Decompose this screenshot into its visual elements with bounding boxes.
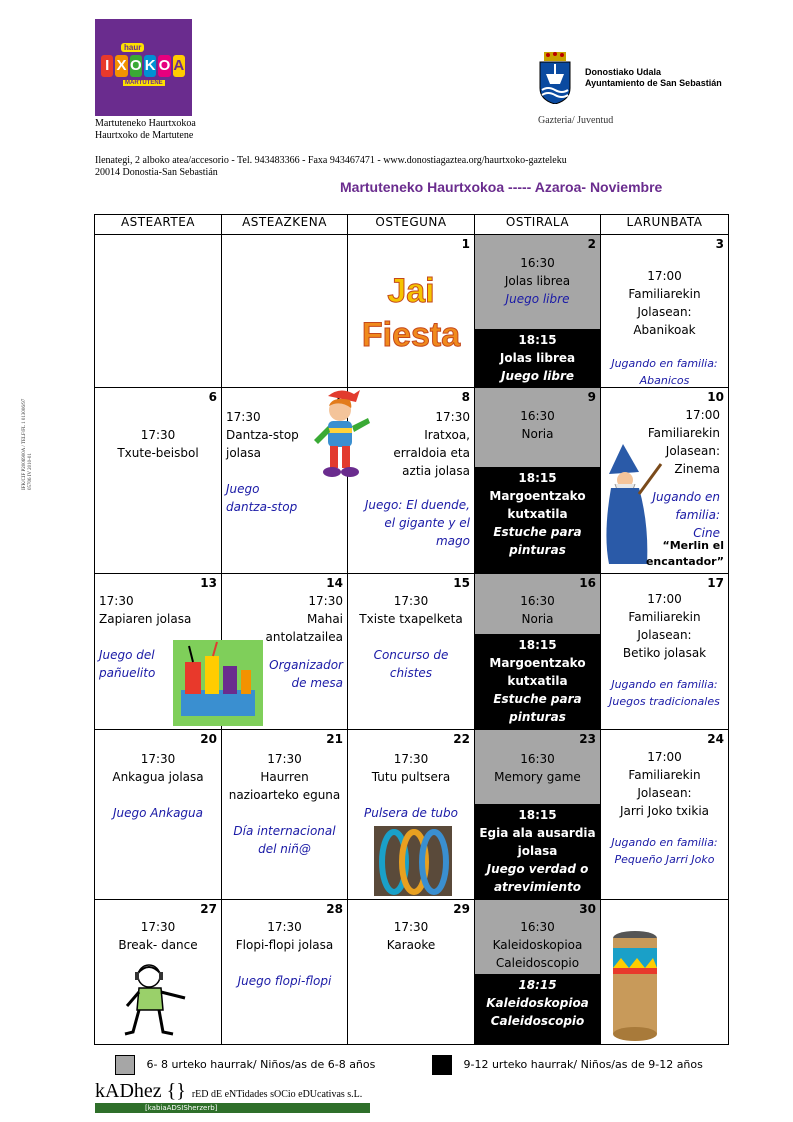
event-activity: nazioarteko eguna — [228, 788, 341, 802]
week-row — [95, 730, 729, 900]
day-cell — [601, 574, 729, 730]
jai-text: Jai — [387, 272, 435, 310]
weekday-header: ASTEARTEA — [95, 215, 222, 235]
day-cell — [601, 388, 729, 574]
event-activity: Caleidoscopio — [495, 956, 580, 970]
footer-bar: [kabiaADSISherzerb] — [95, 1103, 370, 1113]
week-row — [95, 388, 729, 574]
event-activity: Egia ala ausardia — [479, 826, 596, 840]
day-cell — [222, 388, 348, 574]
event-spanish: Juego: El duende, — [364, 498, 470, 512]
event-time: 16:30 — [520, 409, 555, 423]
event-spanish: pañuelito — [99, 666, 156, 680]
side-registry-code — [22, 399, 34, 490]
day-number: 2 — [587, 237, 596, 251]
event-time: 17:00 — [647, 592, 682, 606]
day-number: 28 — [326, 902, 343, 916]
day-number: 13 — [200, 576, 217, 590]
logo-letter: I — [101, 55, 113, 77]
org-line-2: Haurtxoko de Martutene — [95, 130, 194, 141]
event-time: 16:30 — [520, 256, 555, 270]
event-activity: Txiste txapelketa — [359, 612, 463, 626]
event-spanish: Estuche para — [493, 692, 582, 706]
logo-letter: X — [115, 55, 127, 77]
age-9-12-block — [475, 634, 600, 729]
event-activity: Familiarekin — [628, 287, 701, 301]
event-activity: Kaleidoskopioa — [492, 938, 583, 952]
event-spanish: dantza-stop — [226, 500, 298, 514]
kaleidoscope-photo-icon — [609, 930, 661, 1042]
event-spanish: Jugando en familia: — [611, 836, 718, 849]
event-spanish: Jugando en — [652, 490, 720, 504]
event-spanish: atrevimiento — [493, 880, 582, 894]
weekday-header: ASTEAZKENA — [222, 215, 348, 235]
event-spanish: Juego flopi-flopi — [237, 974, 332, 988]
event-time: 17:30 — [267, 752, 302, 766]
day-number: 6 — [208, 390, 217, 404]
address-line-1: Ilenategi, 2 alboko atea/accesorio - Tel. 943483366 - Faxa 943467471 - www.donostiagaztea.org/haurtxoko-gazteleku — [95, 155, 567, 166]
footer-tagline: rED dE eNTidades sOCio eDUcativas s.L. — [191, 1089, 363, 1100]
event-activity: Zapiaren jolasa — [99, 612, 192, 626]
event-activity: Tutu pultsera — [371, 770, 451, 784]
logo-sub: MARTUTENE — [125, 80, 163, 86]
event-spanish: Abanicos — [639, 374, 690, 387]
event-spanish: Día internacional — [233, 824, 336, 838]
day-number: 15 — [453, 576, 470, 590]
weekday-header: OSTIRALA — [475, 215, 601, 235]
event-time: 17:00 — [647, 269, 682, 283]
day-number: 21 — [326, 732, 343, 746]
event-activity: Margoentzako — [489, 489, 586, 503]
day-number: 30 — [579, 902, 596, 916]
event-time: 17:30 — [435, 410, 470, 424]
day-cell — [222, 900, 348, 1045]
event-spanish: Juegos tradicionales — [609, 695, 720, 708]
event-spanish: mago — [435, 534, 470, 548]
age-9-12-block — [475, 329, 600, 387]
event-spanish: Jugando en familia: — [611, 357, 718, 370]
event-activity: Jolas librea — [499, 351, 576, 365]
day-number: 27 — [200, 902, 217, 916]
weekday-header: OSTEGUNA — [348, 215, 475, 235]
event-activity: Caleidoscopio — [490, 1014, 585, 1028]
day-number: 16 — [579, 576, 596, 590]
day-number: 20 — [200, 732, 217, 746]
event-time: 17:30 — [140, 428, 176, 442]
event-time: 18:15 — [518, 471, 557, 485]
event-activity: Haurren — [260, 770, 309, 784]
day-cell-friday — [475, 730, 601, 900]
day-number: 14 — [326, 576, 343, 590]
event-activity: Flopi-flopi jolasa — [235, 938, 334, 952]
event-activity: Jolasean: — [637, 628, 692, 642]
logo-letter: O — [158, 55, 170, 77]
day-cell — [95, 730, 222, 900]
day-cell — [95, 388, 222, 574]
event-activity: Familiarekin — [628, 768, 701, 782]
event-activity: Betiko jolasak — [622, 646, 707, 660]
weekday-header-row — [95, 215, 729, 235]
page-title: Martuteneko Haurtxokoa ----- Azaroa- Noviembre — [340, 179, 663, 195]
event-time: 16:30 — [520, 752, 555, 766]
event-time: 18:15 — [518, 808, 557, 822]
film-title: encantador” — [645, 555, 724, 568]
haurtxokoa-logo — [95, 19, 192, 116]
event-time: 17:30 — [140, 920, 176, 934]
week-row — [95, 235, 729, 388]
day-cell — [222, 730, 348, 900]
legend-grey-swatch — [115, 1055, 135, 1075]
day-number: 8 — [461, 390, 470, 404]
age-6-8-block — [475, 900, 600, 974]
udala-line-2: Ayuntamiento de San Sebastián — [585, 78, 722, 88]
day-cell-friday — [475, 235, 601, 388]
legend-grey-label: 6- 8 urteko haurrak/ Niños/as de 6-8 años — [146, 1058, 376, 1071]
day-cell-friday — [475, 574, 601, 730]
event-activity: Kaleidoskopioa — [486, 996, 589, 1010]
side-code-2: 05706 IV 2010-01 — [28, 453, 33, 490]
event-time: 17:00 — [685, 408, 720, 422]
breakdancer-illustration-icon — [123, 962, 191, 1040]
event-spanish: Cine — [693, 526, 720, 540]
logo-letter: K — [144, 55, 156, 77]
day-cell — [222, 574, 348, 730]
event-activity: Familiarekin — [628, 610, 701, 624]
day-cell — [95, 900, 222, 1045]
event-time: 17:30 — [99, 594, 134, 608]
event-activity: erraldoia eta — [393, 446, 470, 460]
udala-shield-icon — [538, 52, 572, 104]
footer-brand-name: kADhez {} — [95, 1080, 186, 1102]
event-spanish: pinturas — [509, 710, 566, 724]
logo-word — [100, 55, 186, 77]
event-spanish: Juego del — [99, 648, 155, 662]
event-spanish: Organizador — [269, 658, 343, 672]
event-time: 18:15 — [518, 333, 557, 347]
film-title: “Merlin el — [662, 539, 724, 552]
event-spanish: chistes — [389, 666, 433, 680]
event-activity: Abanikoak — [633, 323, 696, 337]
legend-black — [432, 1055, 703, 1075]
age-6-8-block — [475, 235, 600, 329]
day-number: 17 — [707, 576, 724, 590]
week-row — [95, 574, 729, 730]
day-number: 1 — [461, 237, 470, 251]
event-spanish: Concurso de — [373, 648, 449, 662]
event-spanish: pinturas — [509, 543, 566, 557]
event-spanish: Estuche para — [493, 525, 582, 539]
day-cell — [348, 730, 475, 900]
event-activity: kutxatila — [507, 674, 568, 688]
event-activity: Mahai — [307, 612, 343, 626]
day-number: 3 — [715, 237, 724, 251]
event-activity: Dantza-stop — [226, 428, 299, 442]
address — [95, 155, 567, 179]
event-time: 17:30 — [393, 920, 429, 934]
event-time: 17:30 — [226, 410, 261, 424]
udala-line-1: Donostiako Udala — [585, 67, 662, 77]
udala-name — [585, 67, 722, 89]
calendar-table — [94, 214, 729, 1045]
event-activity: antolatzailea — [265, 630, 343, 644]
day-number: 24 — [707, 732, 724, 746]
event-spanish: Juego — [226, 482, 260, 496]
event-activity: Break- dance — [118, 938, 198, 952]
age-9-12-block — [475, 467, 600, 573]
legend-grey — [115, 1055, 375, 1075]
event-time: 17:30 — [308, 594, 343, 608]
footer-brand — [95, 1080, 370, 1113]
event-activity: Familiarekin — [647, 426, 720, 440]
age-9-12-block — [475, 804, 600, 899]
event-activity: Memory game — [494, 770, 581, 784]
event-time: 17:30 — [140, 752, 176, 766]
logo-letter: O — [130, 55, 142, 77]
event-activity: Ankagua jolasa — [112, 770, 204, 784]
bracelet-photo-icon — [374, 826, 452, 896]
legend-black-label: 9-12 urteko haurrak/ Niños/as de 9-12 años — [463, 1058, 703, 1071]
event-time: 17:30 — [393, 594, 429, 608]
day-cell-friday — [475, 900, 601, 1045]
event-activity: Zinema — [674, 462, 720, 476]
age-6-8-block — [475, 388, 600, 467]
event-spanish: Jugando en familia: — [611, 678, 718, 691]
event-time: 18:15 — [518, 978, 557, 992]
day-cell — [95, 574, 222, 730]
day-number: 29 — [453, 902, 470, 916]
event-spanish: Juego libre — [505, 292, 570, 306]
event-activity: jolasa — [226, 446, 261, 460]
day-number: 9 — [587, 390, 596, 404]
address-line-2: 20014 Donostia-San Sebastián — [95, 167, 218, 178]
event-activity: kutxatila — [507, 507, 568, 521]
event-spanish: de mesa — [291, 676, 343, 690]
org-name — [95, 118, 196, 142]
age-6-8-block — [475, 730, 600, 804]
event-time: 18:15 — [518, 638, 557, 652]
event-activity: Margoentzako — [489, 656, 586, 670]
day-cell-empty — [95, 235, 222, 388]
day-cell — [348, 388, 475, 574]
logo-tag: haur — [121, 43, 144, 52]
day-cell — [601, 900, 729, 1045]
day-cell — [601, 730, 729, 900]
event-spanish: Juego libre — [500, 369, 575, 383]
event-activity: Jarri Joko txikia — [619, 804, 710, 818]
department-label: Gazteria/ Juventud — [538, 115, 614, 126]
day-cell — [601, 235, 729, 388]
week-row — [95, 900, 729, 1045]
event-activity: jolasa — [517, 844, 558, 858]
event-activity: Jolasean: — [665, 444, 720, 458]
event-time: 17:00 — [647, 750, 682, 764]
event-spanish: del niñ@ — [258, 842, 311, 856]
day-cell-empty — [222, 235, 348, 388]
event-time: 16:30 — [520, 920, 555, 934]
event-activity: Karaoke — [386, 938, 436, 952]
side-code-1: IFK/CIF P2006900A / TELF/FL 1 013006/97 — [22, 398, 27, 490]
event-spanish: el gigante y el — [384, 516, 470, 530]
day-cell — [348, 574, 475, 730]
event-spanish: Pulsera de tubo — [364, 806, 458, 820]
event-time: 16:30 — [520, 594, 555, 608]
day-cell-friday — [475, 388, 601, 574]
event-activity: Iratxoa, — [424, 428, 470, 442]
day-number: 22 — [453, 732, 470, 746]
event-activity: Txute-beisbol — [117, 446, 199, 460]
event-activity: Jolasean: — [637, 786, 692, 800]
event-spanish: Juego verdad o — [486, 862, 589, 876]
event-spanish: Juego Ankagua — [113, 806, 203, 820]
day-cell — [348, 235, 475, 388]
event-activity: Jolas librea — [504, 274, 571, 288]
fiesta-text: Fiesta — [361, 316, 461, 354]
day-cell — [348, 900, 475, 1045]
age-6-8-block — [475, 574, 600, 634]
event-time: 17:30 — [267, 920, 302, 934]
logo-letter: A — [173, 55, 185, 77]
day-number: 10 — [707, 390, 724, 404]
event-spanish: familia: — [675, 508, 720, 522]
org-line-1: Martuteneko Haurtxokoa — [95, 118, 196, 129]
age-9-12-block — [475, 974, 600, 1044]
event-activity: Jolasean: — [637, 305, 692, 319]
event-activity: aztia jolasa — [402, 464, 470, 478]
event-spanish: Pequeño Jarri Joko — [614, 853, 715, 866]
event-activity: Noria — [521, 427, 554, 441]
weekday-header: LARUNBATA — [601, 215, 729, 235]
legend-black-swatch — [432, 1055, 452, 1075]
event-time: 17:30 — [393, 752, 429, 766]
event-activity: Noria — [521, 612, 554, 626]
day-number: 23 — [579, 732, 596, 746]
